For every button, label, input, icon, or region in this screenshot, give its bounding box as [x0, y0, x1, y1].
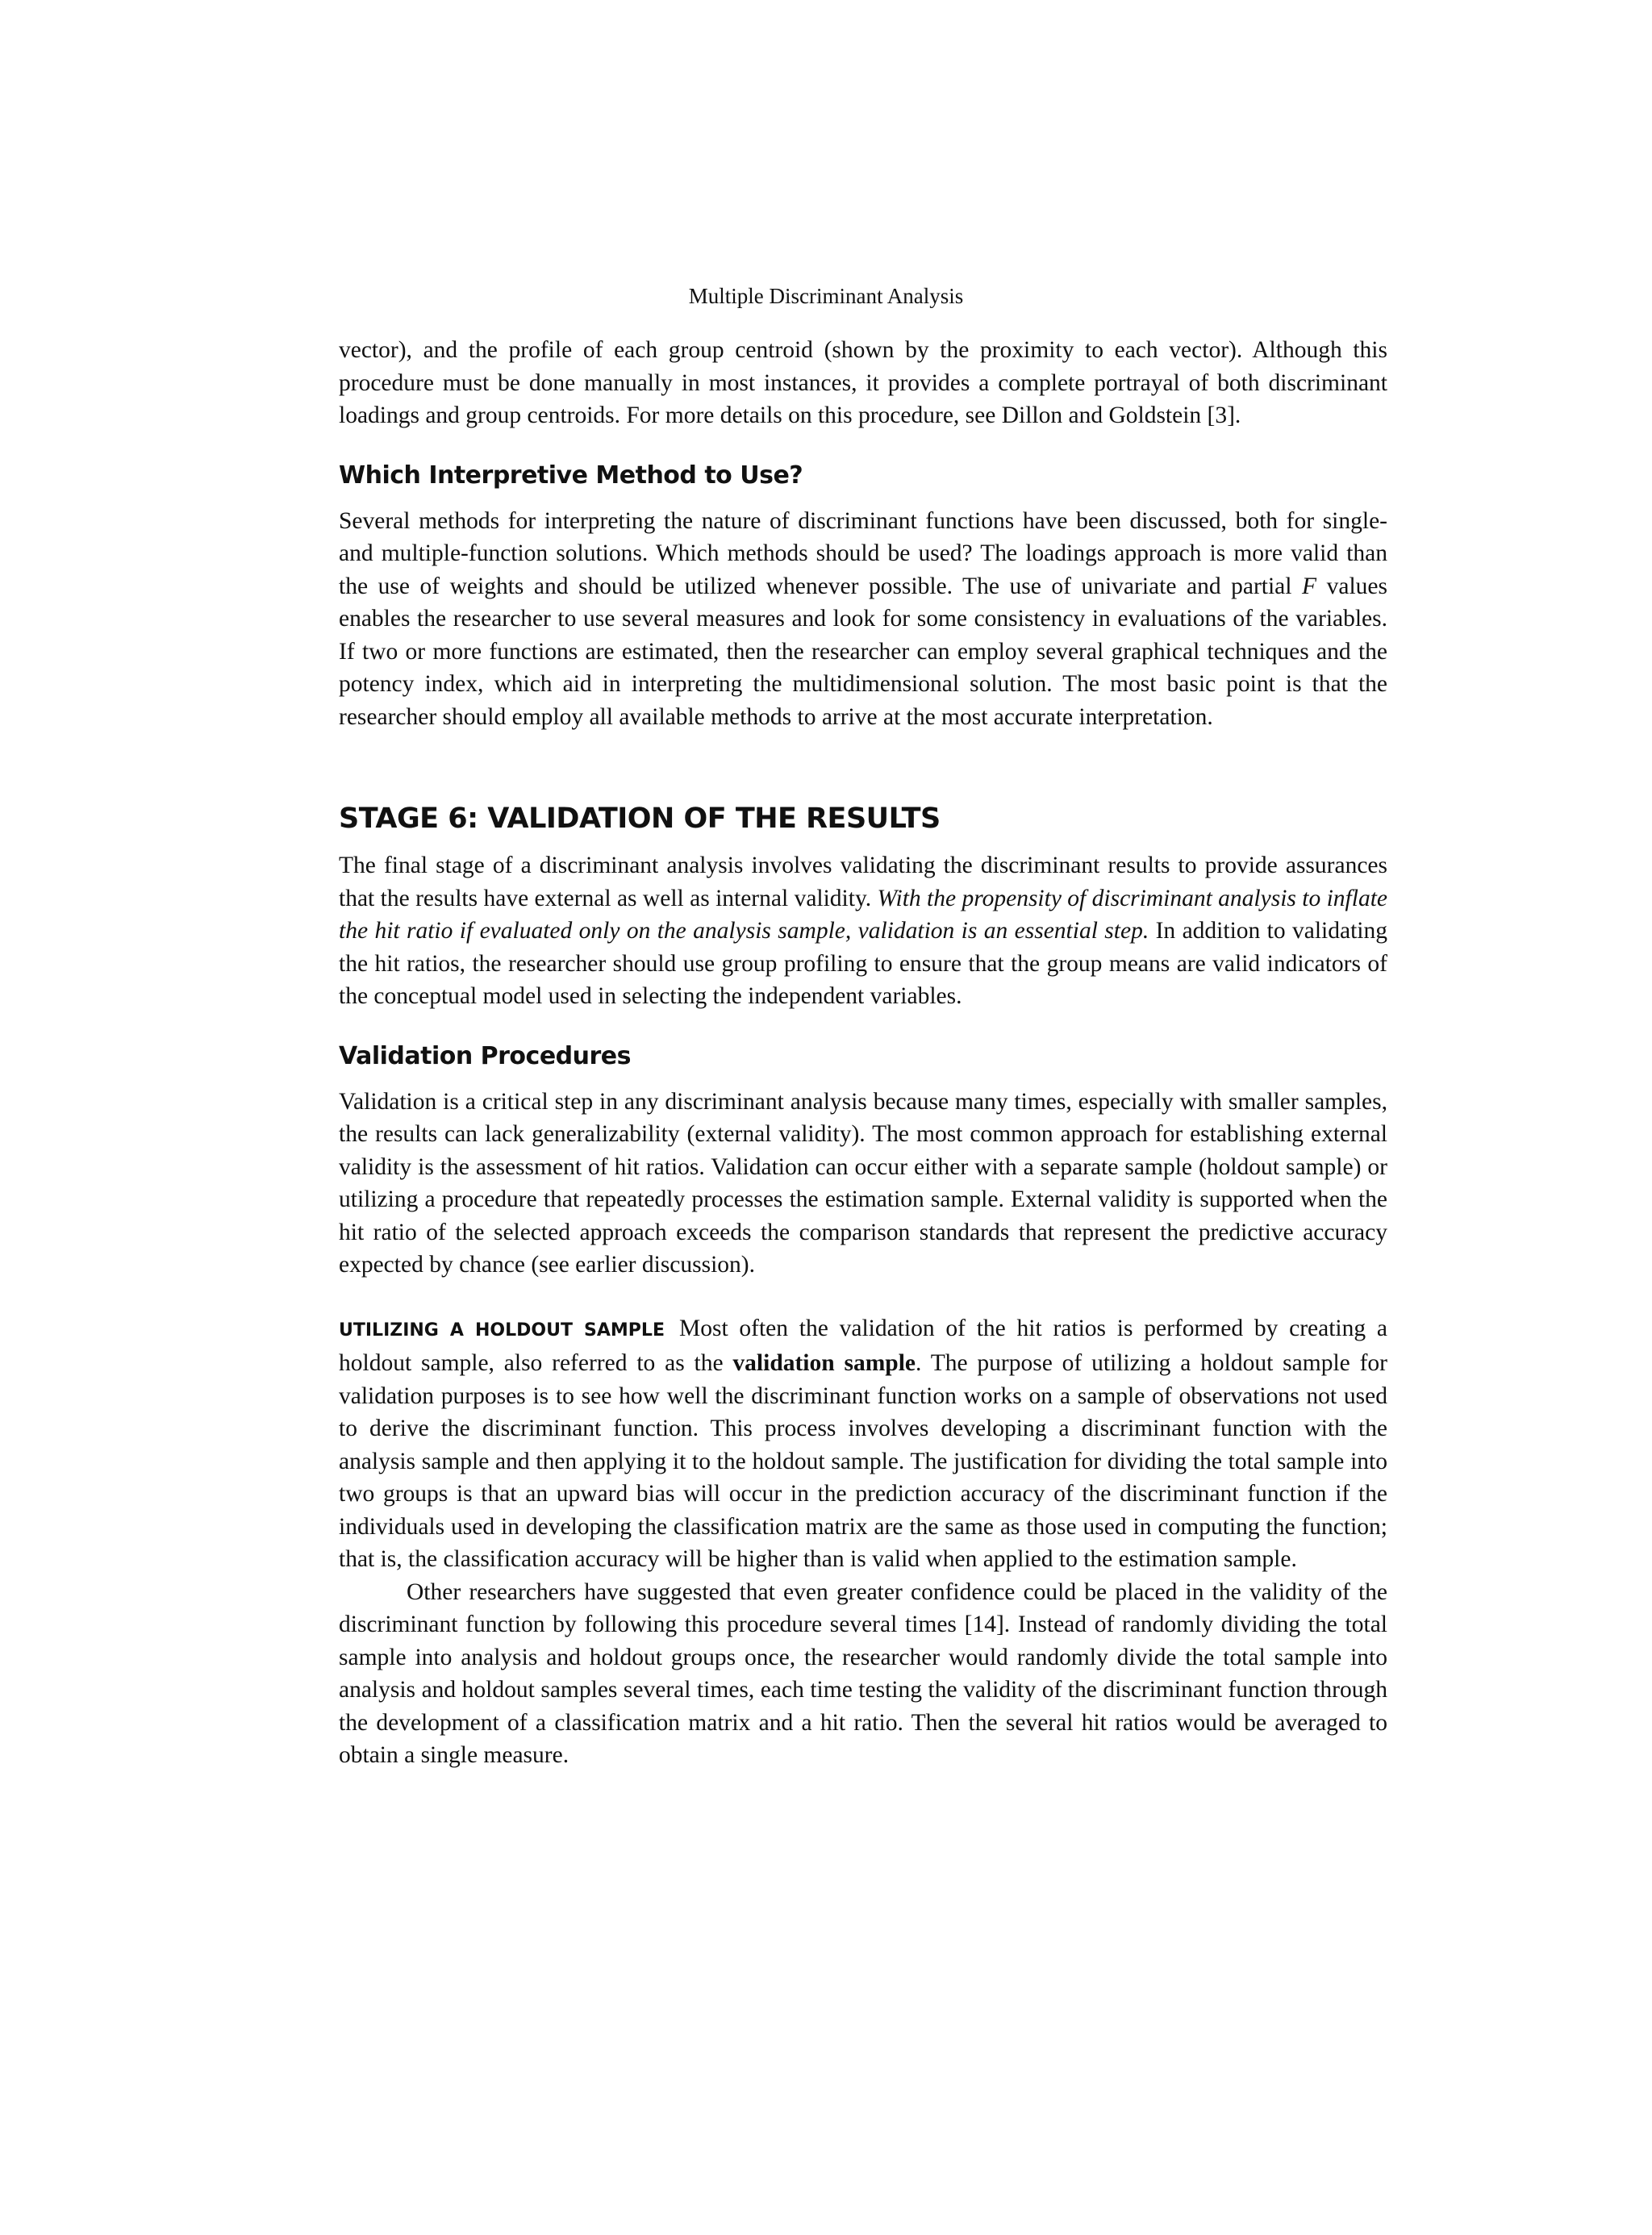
text-run: Several methods for interpreting the nature of discriminant functions have been discussed, both for single- and multiple-function solutions. Which methods should be used? The loadings approach is more valid than the use of weights and should be utilized whenever possible. The use of univariate and partial — [339, 507, 1387, 599]
paragraph-holdout-sample — [339, 1312, 1387, 1576]
heading-validation-procedures: Validation Procedures — [339, 1041, 631, 1070]
runin-heading-holdout: UTILIZING A HOLDOUT SAMPLE — [339, 1320, 665, 1341]
text-run: In addition to validating the hit ratios, the researcher should use group profiling to ensure that the group means are valid indicators of the conceptual model used in selecting the independent variables. — [339, 918, 1387, 1009]
paragraph-validation-critical: Validation is a critical step in any discriminant analysis because many times, especially with smaller samples, the results can lack generalizability (external validity). The most common approach for establishing external validity is the assessment of hit ratios. Validation can occur either with a separate sample (holdout sample) or utilizing a procedure that repeatedly processes the estimation sample. External validity is supported when the hit ratio of the selected approach exceeds the comparison standards that represent the predictive accuracy expected by chance (see earlier discussion). — [339, 1088, 1387, 1278]
text-run: values enables the researcher to use several measures and look for some consistency in evaluations of the variables. If two or more functions are estimated, then the researcher can employ several graphical techniques and the potency index, which aid in interpreting the multidimensional solution. The most basic point is that the researcher should employ all available methods to arrive at the most accurate interpretation. — [339, 573, 1387, 730]
text-run: . The purpose of utilizing a holdout sample for validation purposes is to see how well the discriminant function works on a sample of observations not used to derive the discriminant function. This process involves developing a discriminant function with the analysis sample and then applying it to the holdout sample. The justification for dividing the total sample into two groups is that an upward bias will occur in the prediction accuracy of the discriminant function if the individuals used in developing the classification matrix are the same as those used in computing the function; that is, the classification accuracy will be higher than is valid when applied to the estimation sample. — [339, 1350, 1387, 1572]
page-body — [339, 334, 1387, 1772]
heading-stage-6: STAGE 6: VALIDATION OF THE RESULTS — [339, 803, 941, 835]
paragraph-vector-profile: vector), and the profile of each group centroid (shown by the proximity to each vector). Although this procedure must be done manually in most instances, it provides a complete portrayal of both discriminant loadings and group centroids. For more details on this procedure, see Dillon and Goldstein [3]. — [339, 337, 1387, 428]
text-run: The final stage of a discriminant analysis involves validating the discriminant results to provide assurances that the results have external as well as internal validity. — [339, 853, 1387, 911]
emphasis-text: With the propensity of discriminant analysis to inflate the hit ratio if evaluated only on the analysis sample, validation is an essential step. — [339, 885, 1387, 944]
running-head: Multiple Discriminant Analysis — [688, 284, 964, 308]
paragraph-final-stage — [339, 849, 1387, 1013]
text-run: Most often the validation of the hit ratios is performed by creating a holdout sample, also referred to as the — [339, 1315, 1387, 1376]
f-statistic-symbol: F — [1302, 573, 1317, 599]
paragraph-other-researchers: Other researchers have suggested that even greater confidence could be placed in the validity of the discriminant function by following this procedure several times [14]. Instead of randomly dividing the total sample into analysis and holdout groups once, the researcher would randomly divide the total sample into analysis and holdout samples several times, each time testing the validity of the discriminant function through the development of a classification matrix and a hit ratio. Then the several hit ratios would be averaged to obtain a single measure. — [339, 1578, 1387, 1768]
heading-interpretive-method: Which Interpretive Method to Use? — [339, 461, 803, 490]
key-term-validation-sample: validation sample — [732, 1350, 916, 1376]
paragraph-interpretive-methods — [339, 505, 1387, 734]
